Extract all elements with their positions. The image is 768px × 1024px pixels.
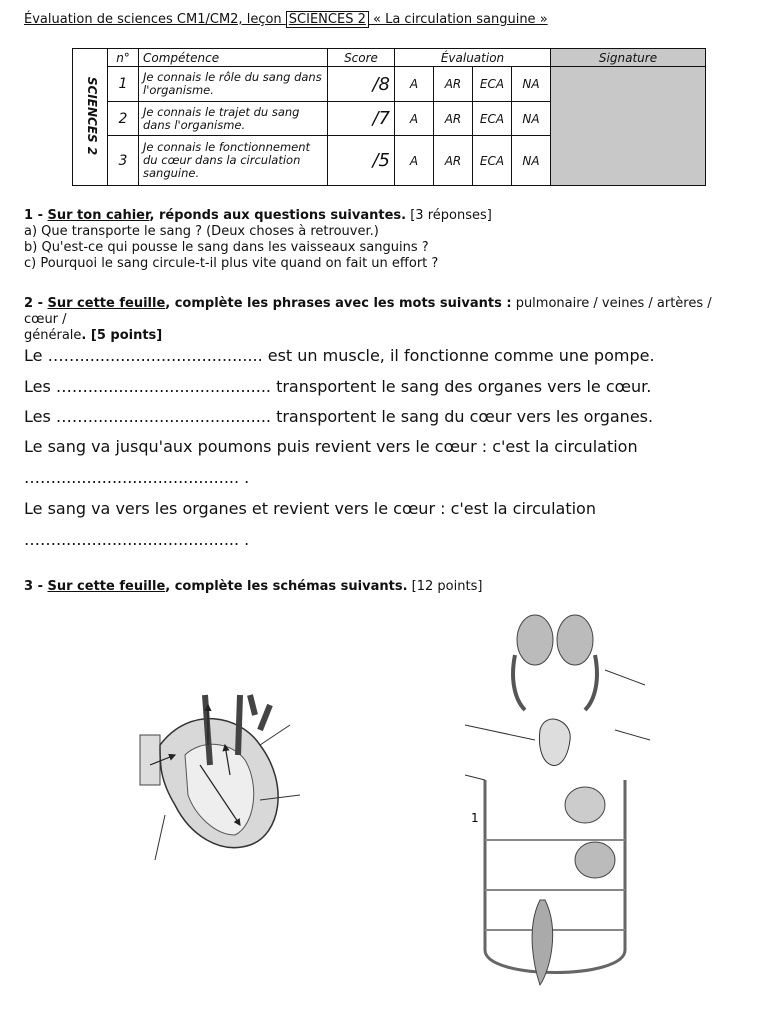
question-1: 1 - Sur ton cahier, réponds aux questions suivantes. [3 réponses] a) Que transporte le sang ? (Deux choses à retrouver.) b) Qu'est-ce qui pousse le sang dans les vaisseaux sanguins ? c) Pourquoi le sang circule-t-il plus vite quand on fait un effort ?	[24, 208, 744, 272]
question-1b: b) Qu'est-ce qui pousse le sang dans les vaisseaux sanguins ?	[24, 240, 429, 255]
row-competence: Je connais le rôle du sang dans l'organisme.	[139, 67, 328, 102]
level-ar: AR	[434, 102, 473, 136]
question-2: 2 - Sur cette feuille, complète les phrases avec les mots suivants : pulmonaire / veines / artères / cœur / générale. [5 points]	[24, 296, 712, 343]
sentence-4: Le sang va jusqu'aux poumons puis revient vers le cœur : c'est la circulation	[24, 437, 638, 456]
sentence-4-blank: …….................................... .	[24, 468, 250, 487]
side-label: SCIENCES 2	[85, 76, 100, 156]
question-3: 3 - Sur cette feuille, complète les schémas suivants. [12 points]	[24, 579, 483, 594]
level-a: A	[395, 136, 434, 186]
level-ar: AR	[434, 136, 473, 186]
row-number: 2	[108, 102, 139, 136]
level-na: NA	[512, 102, 551, 136]
table-row	[73, 67, 706, 102]
row-score: /7	[328, 102, 395, 136]
question-1c: c) Pourquoi le sang circule-t-il plus vite quand on fait un effort ?	[24, 256, 439, 271]
sentence-5-blank: …….................................... .	[24, 530, 250, 549]
sentence-1: Le …….................................... est un muscle, il fonctionne comme une pompe.	[24, 346, 655, 365]
level-na: NA	[512, 136, 551, 186]
sentence-5: Le sang va vers les organes et revient vers le cœur : c'est la circulation	[24, 499, 596, 518]
page-title: Évaluation de sciences CM1/CM2, leçon SCIENCES 2 « La circulation sanguine »	[24, 12, 548, 27]
heart-diagram	[130, 685, 310, 865]
side-label-cell	[73, 49, 108, 186]
level-na: NA	[512, 67, 551, 102]
row-competence: Je connais le trajet du sang dans l'organisme.	[139, 102, 328, 136]
row-number: 3	[108, 136, 139, 186]
level-a: A	[395, 67, 434, 102]
row-competence: Je connais le fonctionnement du cœur dans la circulation sanguine.	[139, 136, 328, 186]
signature-box	[551, 67, 706, 186]
header-score: Score	[328, 49, 395, 67]
question-1a: a) Que transporte le sang ? (Deux choses à retrouver.)	[24, 224, 379, 239]
level-eca: ECA	[473, 102, 512, 136]
header-evaluation: Évaluation	[395, 49, 551, 67]
sentence-2: Les …….................................... transportent le sang des organes vers le cœur.	[24, 377, 652, 396]
level-ar: AR	[434, 67, 473, 102]
row-score: /5	[328, 136, 395, 186]
circulation-diagram	[455, 610, 655, 990]
level-eca: ECA	[473, 136, 512, 186]
evaluation-table	[72, 48, 706, 186]
header-signature: Signature	[551, 49, 706, 67]
level-eca: ECA	[473, 67, 512, 102]
row-score: /8	[328, 67, 395, 102]
level-a: A	[395, 102, 434, 136]
lesson-box: SCIENCES 2	[286, 11, 369, 28]
header-competence: Compétence	[139, 49, 328, 67]
row-number: 1	[108, 67, 139, 102]
diagram-label-1: 1	[471, 811, 479, 825]
header-n: n°	[108, 49, 139, 67]
sentence-3: Les …….................................... transportent le sang du cœur vers les organes.	[24, 407, 654, 426]
